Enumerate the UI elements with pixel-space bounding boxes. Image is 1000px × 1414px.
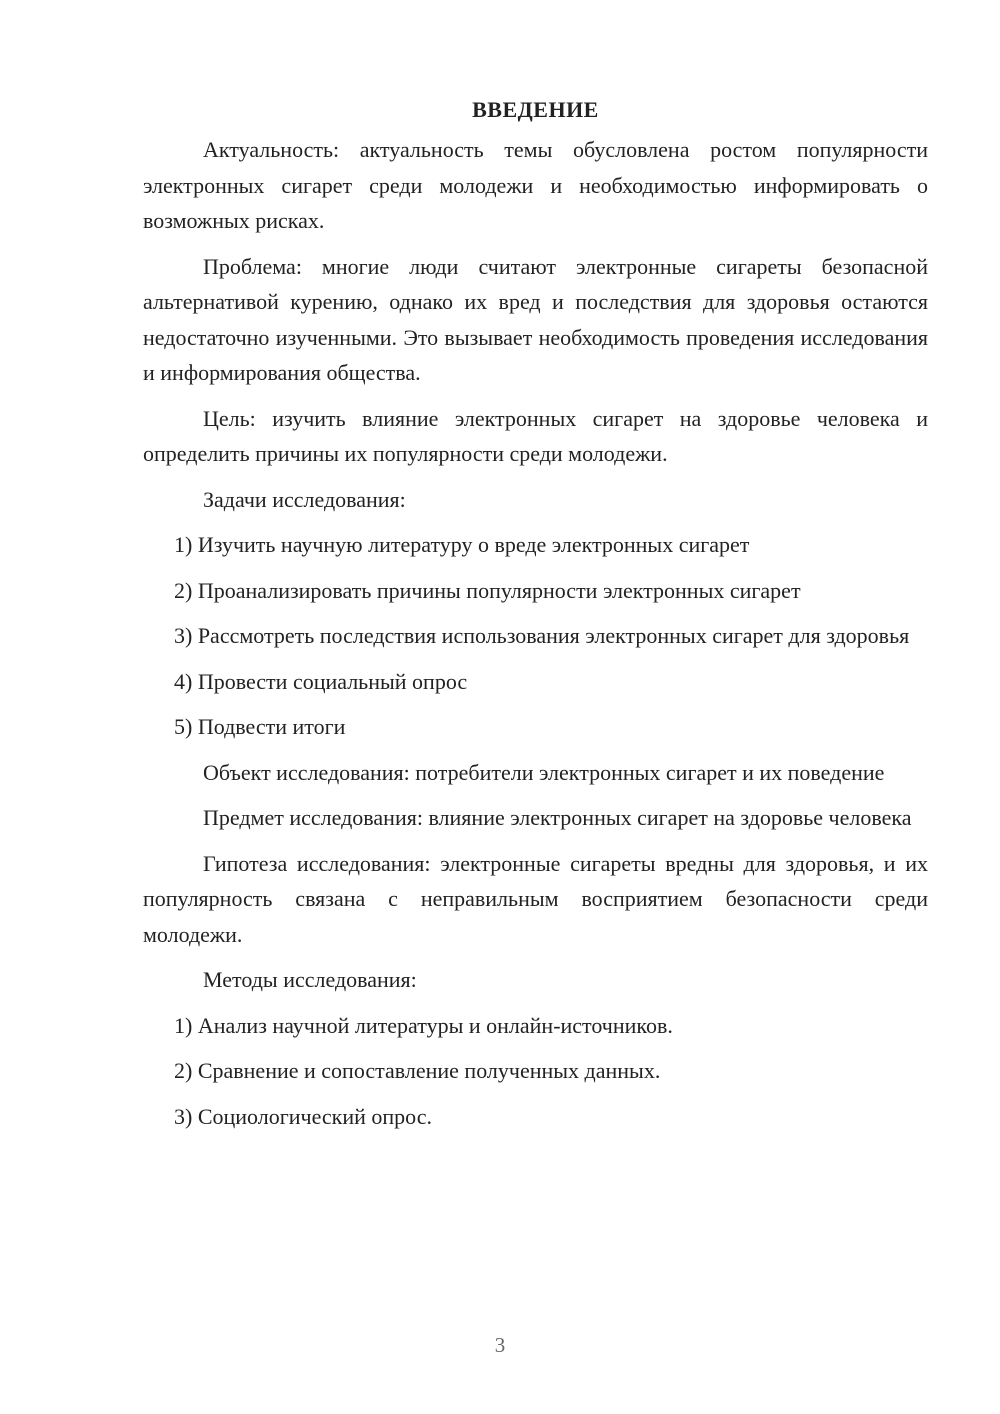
task-item-4: 4) Провести социальный опрос bbox=[174, 668, 468, 694]
method-item-3: 3) Социологический опрос. bbox=[174, 1103, 432, 1129]
paragraph-problem: Проблема: многие люди считают электронные сигареты безопасной альтернативой курению, однако их вред и последствия для здоровья остаются недостаточно изученными. Это вызывает необходимость проведения исследования и информирования общества. bbox=[143, 253, 928, 385]
paragraph-object: Объект исследования: потребители электронных сигарет и их поведение bbox=[203, 759, 885, 785]
method-item-1: 1) Анализ научной литературы и онлайн-источников. bbox=[174, 1012, 673, 1038]
method-item-2: 2) Сравнение и сопоставление полученных данных. bbox=[174, 1058, 661, 1083]
section-title: ВВЕДЕНИЕ bbox=[472, 97, 599, 122]
paragraph-relevance: Актуальность: актуальность темы обусловлена ростом популярности электронных сигарет среди молодежи и необходимостью информировать о возможных рисках. bbox=[143, 137, 928, 233]
task-item-3: 3) Рассмотреть последствия использования электронных сигарет для здоровья bbox=[174, 623, 910, 648]
paragraph-hypothesis: Гипотеза исследования: электронные сигареты вредны для здоровья, и их популярность связана с неправильным восприятием безопасности среди молодежи. bbox=[143, 850, 928, 947]
task-item-5: 5) Подвести итоги bbox=[174, 714, 346, 739]
paragraph-subject: Предмет исследования: влияние электронных сигарет на здоровье человека bbox=[203, 805, 912, 830]
paragraph-methods-heading: Методы исследования: bbox=[203, 967, 417, 992]
task-item-2: 2) Проанализировать причины популярности электронных сигарет bbox=[174, 577, 801, 603]
paragraph-tasks-heading: Задачи исследования: bbox=[203, 486, 406, 512]
document-page bbox=[143, 92, 928, 1144]
paragraph-goal: Цель: изучить влияние электронных сигарет на здоровье человека и определить причины их популярности среди молодежи. bbox=[143, 405, 928, 466]
task-item-1: 1) Изучить научную литературу о вреде электронных сигарет bbox=[174, 532, 750, 557]
page-number: 3 bbox=[494, 1333, 506, 1357]
